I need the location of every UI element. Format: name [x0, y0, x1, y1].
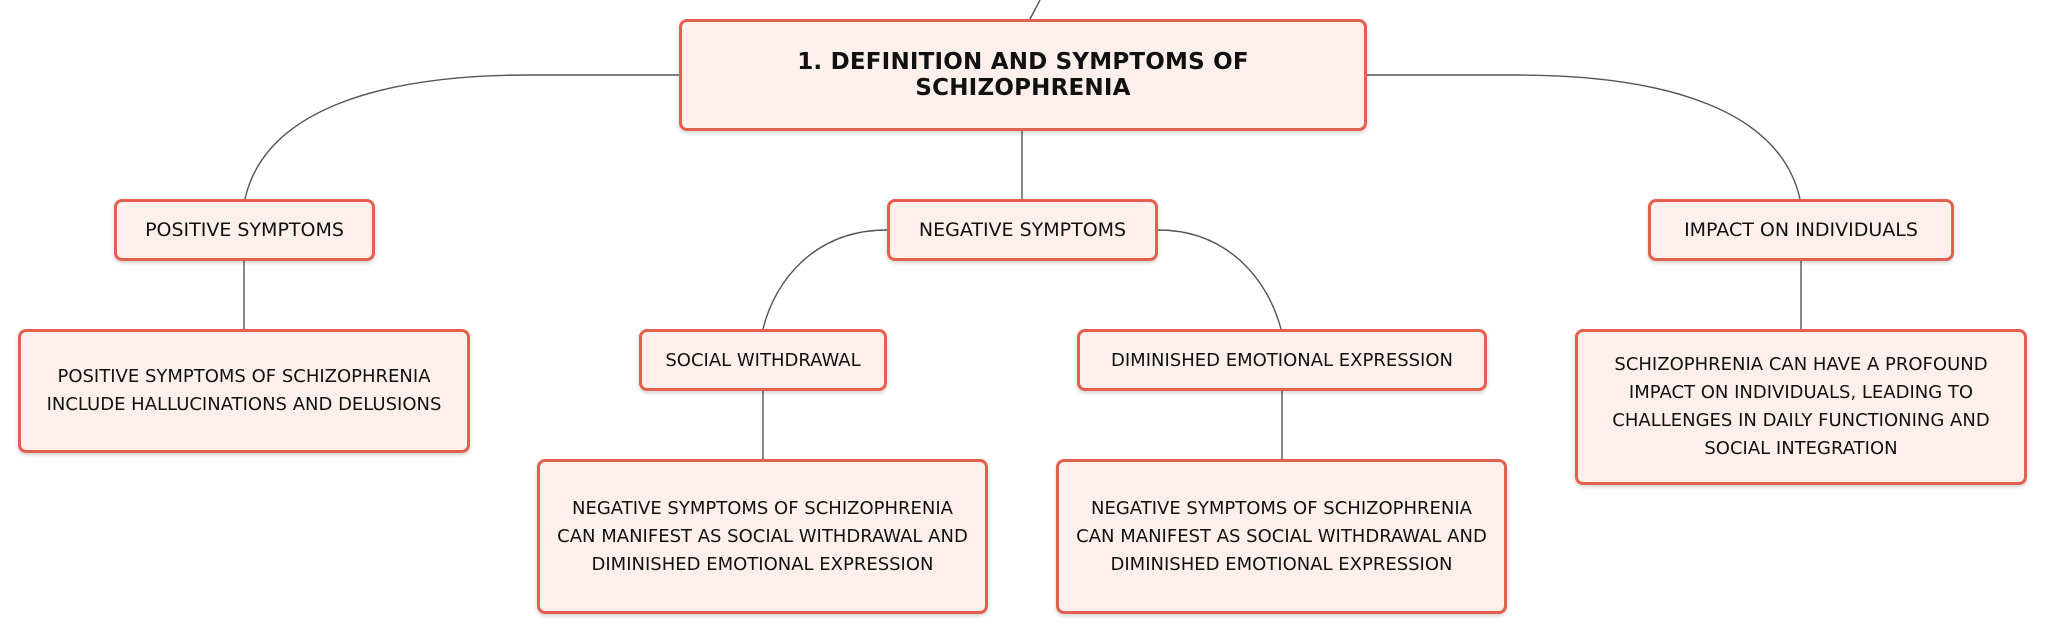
connector-root-to-positive: [245, 75, 679, 199]
connector-parent-to-root: [1030, 0, 1040, 19]
connector-negative-to-diminished: [1158, 230, 1281, 329]
topic-node-diminished-emotional-expression[interactable]: [1077, 329, 1487, 391]
detail-text-diminished-emotional-expression: NEGATIVE SYMPTOMS OF SCHIZOPHRENIA CAN MANIFEST AS SOCIAL WITHDRAWAL AND DIMINISHED EMOTIONAL EXPRESSION: [1076, 497, 1487, 575]
detail-text-social-withdrawal: NEGATIVE SYMPTOMS OF SCHIZOPHRENIA CAN MANIFEST AS SOCIAL WITHDRAWAL AND DIMINISHED EMOTIONAL EXPRESSION: [557, 497, 968, 575]
detail-node-impact-on-individuals[interactable]: [1575, 329, 2027, 485]
root-topic-label: 1. DEFINITION AND SYMPTOMS OF SCHIZOPHRENIA: [797, 49, 1249, 101]
detail-node-diminished-emotional-expression[interactable]: [1056, 459, 1507, 614]
detail-text-impact-on-individuals: SCHIZOPHRENIA CAN HAVE A PROFOUND IMPACT ON INDIVIDUALS, LEADING TO CHALLENGES IN DAILY FUNCTIONING AND SOCIAL INTEGRATION: [1612, 354, 1990, 459]
topic-node-impact-on-individuals[interactable]: [1648, 199, 1954, 261]
topic-label-impact-on-individuals: IMPACT ON INDIVIDUALS: [1684, 219, 1918, 241]
topic-node-social-withdrawal[interactable]: [639, 329, 887, 391]
topic-label-negative-symptoms: NEGATIVE SYMPTOMS: [918, 219, 1127, 241]
connector-negative-to-social: [763, 230, 887, 329]
detail-node-social-withdrawal[interactable]: [537, 459, 988, 614]
connector-root-to-impact: [1367, 75, 1800, 199]
topic-node-negative-symptoms[interactable]: [887, 199, 1158, 261]
topic-label-diminished-emotional-expression: DIMINISHED EMOTIONAL EXPRESSION: [1111, 349, 1453, 371]
topic-node-positive-symptoms[interactable]: [114, 199, 375, 261]
detail-text-positive-symptoms: POSITIVE SYMPTOMS OF SCHIZOPHRENIA INCLUDE HALLUCINATIONS AND DELUSIONS: [46, 366, 442, 415]
topic-label-social-withdrawal: SOCIAL WITHDRAWAL: [665, 349, 861, 371]
detail-node-positive-symptoms[interactable]: [18, 329, 470, 453]
topic-label-positive-symptoms: POSITIVE SYMPTOMS: [145, 219, 344, 241]
root-topic-node[interactable]: [679, 19, 1367, 131]
